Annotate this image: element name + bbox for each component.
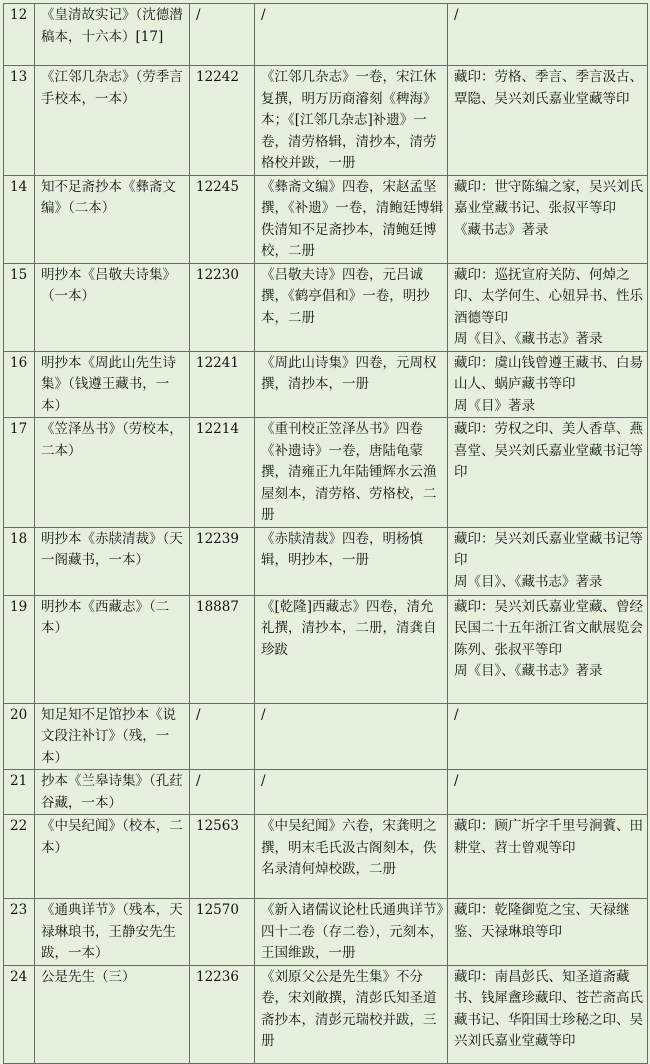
table-row [4, 175, 648, 263]
catalog-table [3, 3, 648, 1064]
notes-cell: / [448, 703, 648, 770]
title-cell: 明抄本《吕敬夫诗集》（一本） [35, 263, 190, 351]
catalog-id-cell: 12239 [190, 527, 255, 595]
table-row [4, 899, 648, 966]
title-cell: 《江邻几杂志》（劳季言手校本，一本） [35, 66, 190, 176]
row-number-cell: 16 [4, 351, 35, 418]
title-cell: 《通典详节》（残本，天禄琳琅书，王静安先生跋，一本） [35, 899, 190, 966]
catalog-id-cell: 12230 [190, 263, 255, 351]
edition-cell: 《吕敬夫诗》四卷，元吕诚撰，《鹤亭倡和》一卷，明抄本，二册 [255, 263, 448, 351]
notes-cell: 藏印：吴兴刘氏嘉业堂藏书记等印 周《目》、《藏书志》著录 [448, 527, 648, 595]
catalog-id-cell: 12241 [190, 351, 255, 418]
row-number-cell: 14 [4, 175, 35, 263]
catalog-id-cell: 18887 [190, 595, 255, 703]
title-cell: 明抄本《赤牍清裁》（天一阁藏书，一本） [35, 527, 190, 595]
notes-cell: / [448, 4, 648, 66]
row-number-cell: 24 [4, 965, 35, 1063]
title-cell: 《笠泽丛书》（劳校本，二本） [35, 418, 190, 528]
row-number-cell: 23 [4, 899, 35, 966]
notes-cell: / [448, 770, 648, 815]
title-cell: 明抄本《周此山先生诗集》（钱遵王藏书，一本） [35, 351, 190, 418]
row-number-cell: 21 [4, 770, 35, 815]
row-number-cell: 17 [4, 418, 35, 528]
catalog-id-cell: / [190, 703, 255, 770]
edition-cell: 《周此山诗集》四卷，元周权撰，清抄本，一册 [255, 351, 448, 418]
edition-cell: / [255, 770, 448, 815]
table-row [4, 263, 648, 351]
edition-cell: 《中吴纪闻》六卷，宋龚明之撰，明末毛氏汲古阁刻本，佚名录清何焯校跋，二册 [255, 815, 448, 899]
title-cell: 明抄本《西藏志》（二本） [35, 595, 190, 703]
row-number-cell: 22 [4, 815, 35, 899]
title-cell: 《皇清故实记》（沈德潜稿本，十六本）[17] [35, 4, 190, 66]
table-row [4, 595, 648, 703]
table-row [4, 770, 648, 815]
catalog-id-cell: / [190, 4, 255, 66]
edition-cell: 《赤牍清裁》四卷，明杨慎辑，明抄本，一册 [255, 527, 448, 595]
table-row [4, 815, 648, 899]
catalog-id-cell: 12214 [190, 418, 255, 528]
notes-cell: 藏印：顾广圻字千里号涧薲、田耕堂、苕士曾观等印 [448, 815, 648, 899]
notes-cell: 藏印：劳格、季言、季言汲古、覃隐、吴兴刘氏嘉业堂藏等印 [448, 66, 648, 176]
table-row [4, 351, 648, 418]
row-number-cell: 20 [4, 703, 35, 770]
table-row [4, 703, 648, 770]
row-number-cell: 13 [4, 66, 35, 176]
table-row [4, 4, 648, 66]
notes-cell: 藏印：巡抚宣府关防、何焯之印、太学何生、心妞异书、性乐酒德等印 周《目》、《藏书志》著录 [448, 263, 648, 351]
catalog-table-body [4, 4, 648, 1064]
table-row [4, 66, 648, 176]
title-cell: 抄本《兰皋诗集》（孔荭谷藏，一本） [35, 770, 190, 815]
table-row [4, 965, 648, 1063]
notes-cell: 藏印：吴兴刘氏嘉业堂藏、曾经民国二十五年浙江省文献展览会陈列、张叔平等印 周《目》、《藏书志》著录 [448, 595, 648, 703]
catalog-id-cell: 12245 [190, 175, 255, 263]
table-row [4, 527, 648, 595]
row-number-cell: 12 [4, 4, 35, 66]
edition-cell: / [255, 703, 448, 770]
title-cell: 《中吴纪闻》（校本，二本） [35, 815, 190, 899]
catalog-id-cell: 12563 [190, 815, 255, 899]
notes-cell: 藏印：劳权之印、美人香草、燕喜堂、吴兴刘氏嘉业堂藏书记等印 [448, 418, 648, 528]
notes-cell: 藏印：虞山钱曾遵王藏书、白昜山人、蜗庐藏书等印 周《目》著录 [448, 351, 648, 418]
catalog-id-cell: / [190, 770, 255, 815]
row-number-cell: 15 [4, 263, 35, 351]
title-cell: 知足知不足馆抄本《说文段注补订》（残，一本） [35, 703, 190, 770]
row-number-cell: 19 [4, 595, 35, 703]
catalog-id-cell: 12236 [190, 965, 255, 1063]
notes-cell: 藏印：世守陈编之家，吴兴刘氏嘉业堂藏书记、张叔平等印 《藏书志》著录 [448, 175, 648, 263]
edition-cell: 《彝斋文编》四卷，宋赵孟坚撰，《补遗》一卷，清鲍廷博辑佚清知不足斋抄本，清鲍廷博校，二册 [255, 175, 448, 263]
catalog-id-cell: 12242 [190, 66, 255, 176]
title-cell: 知不足斋抄本《彝斋文编》（二本） [35, 175, 190, 263]
title-cell: 公是先生（三） [35, 965, 190, 1063]
catalog-id-cell: 12570 [190, 899, 255, 966]
edition-cell: 《江邻几杂志》一卷，宋江休复撰，明万历商濬刻《稗海》本；《[江邻几杂志]补遗》一卷，清劳格辑，清抄本，清劳格校并跋，一册 [255, 66, 448, 176]
edition-cell: 《[乾隆]西藏志》四卷，清允礼撰，清抄本，二册，清龚自珍跋 [255, 595, 448, 703]
table-row [4, 418, 648, 528]
edition-cell: 《刘原父公是先生集》不分卷，宋刘敞撰，清彭氏知圣道斋抄本，清彭元瑞校并跋，三册 [255, 965, 448, 1063]
notes-cell: 藏印：乾隆御览之宝、天禄继鉴、天禄琳琅等印 [448, 899, 648, 966]
edition-cell: / [255, 4, 448, 66]
edition-cell: 《重刊校正笠泽丛书》四卷《补遗诗》一卷，唐陆龟蒙撰，清雍正九年陆锺辉水云渔屋刻本，清劳格、劳格校，二册 [255, 418, 448, 528]
edition-cell: 《新入诸儒议论杜氏通典详节》四十二卷（存二卷），元刻本，王国维跋，一册 [255, 899, 448, 966]
row-number-cell: 18 [4, 527, 35, 595]
notes-cell: 藏印：南昌彭氏、知圣道斋藏书、钱犀盦珍藏印、苍芒斋高氏藏书记、华阳国士珍秘之印、吴兴刘氏嘉业堂藏等印 [448, 965, 648, 1063]
